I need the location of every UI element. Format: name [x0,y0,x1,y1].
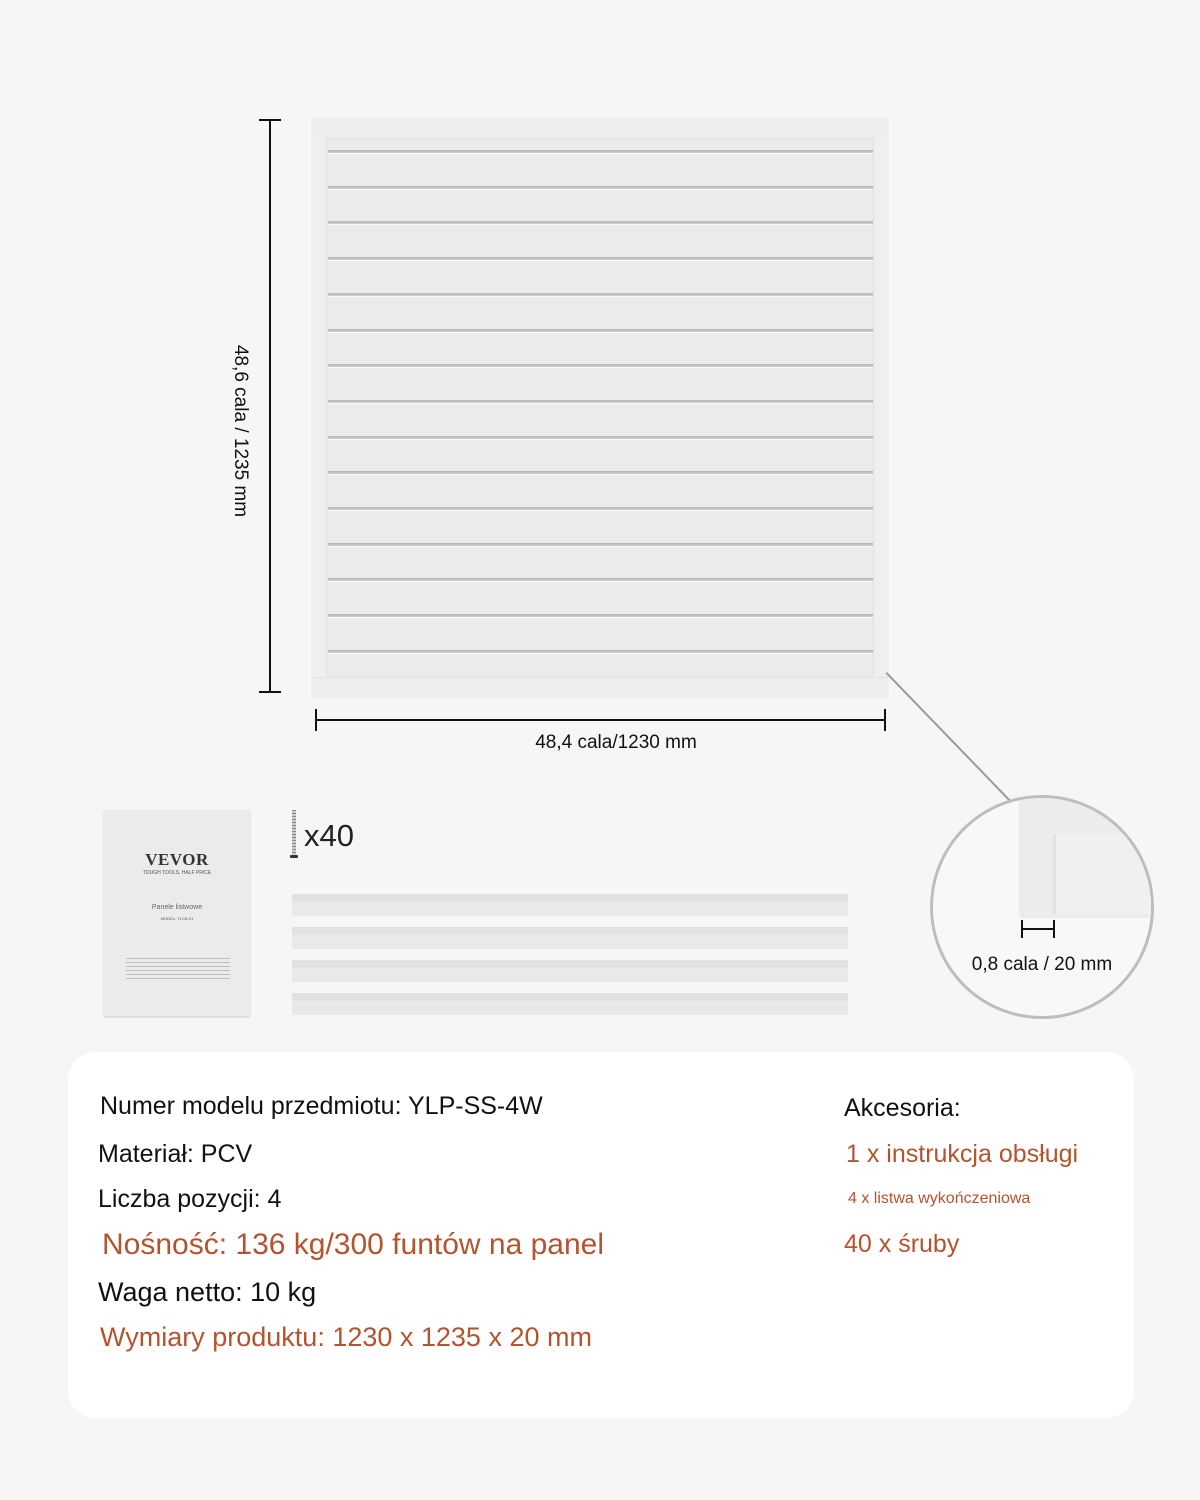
height-dimension-cap-top [259,119,281,121]
panel-slot [328,436,873,440]
trim-strip [292,927,848,949]
panel-slot [328,614,873,618]
spec-load-capacity: Nośność: 136 kg/300 funtów na panel [102,1228,605,1261]
manual-tagline: TOUGH TOOLS, HALF PRICE [142,870,212,876]
thickness-label: 0,8 cala / 20 mm [971,954,1113,975]
trim-strip [292,993,848,1015]
spec-material: Materiał: PCV [98,1140,253,1168]
panel-board [327,139,873,677]
accessory-item: 40 x śruby [844,1230,960,1258]
thickness-dimension-cap-right [1053,920,1055,938]
spec-dimensions: Wymiary produktu: 1230 x 1235 x 20 mm [100,1322,592,1352]
panel-corner-inset [1053,834,1154,914]
panel-left-rail [312,138,327,678]
width-dimension-cap-left [315,709,317,731]
manual-brand-logo: VEVOR [145,850,209,869]
instruction-manual-image [104,810,250,1016]
panel-slot [328,578,873,582]
panel-slot [328,329,873,333]
spec-model-number: Numer modelu przedmiotu: YLP-SS-4W [100,1092,543,1120]
manual-model: MODEL: YLCB-01 [160,916,194,921]
panel-slot [328,543,873,547]
manual-fine-print [126,958,230,982]
panel-top-rail [312,118,888,139]
panel-slot [328,364,873,368]
height-dimension-line [269,120,271,693]
spec-position-count: Liczba pozycji: 4 [98,1185,282,1213]
panel-slot [328,650,873,654]
height-dimension-cap-bottom [259,691,281,693]
accessory-item: 1 x instrukcja obsługi [846,1140,1079,1168]
height-label: 48,6 cala / 1235 mm [230,344,251,518]
panel-bottom-rail [312,677,888,698]
thickness-dimension-line [1021,928,1055,930]
panel-slot [328,150,873,154]
manual-title: Panele listwowe [151,904,203,911]
trim-strip [292,960,848,982]
thickness-detail-magnifier [930,795,1154,1019]
spec-net-weight: Waga netto: 10 kg [98,1277,317,1307]
slatwall-panel [312,118,888,698]
panel-slot [328,186,873,190]
panel-slot [328,400,873,404]
screw-head-icon [290,855,298,858]
panel-slot [328,221,873,225]
panel-slot [328,507,873,511]
trim-strip [292,894,848,916]
panel-slot [328,293,873,297]
width-dimension-cap-right [884,709,886,731]
width-dimension-line [316,719,886,721]
width-label: 48,4 cala/1230 mm [535,732,697,753]
accessory-item: 4 x listwa wykończeniowa [848,1190,1031,1207]
accessories-heading: Akcesoria: [844,1094,961,1122]
panel-slot [328,471,873,475]
screw-icon [292,810,296,858]
screw-count-label: x40 [304,818,354,853]
spec-card [68,1052,1134,1418]
panel-slot [328,257,873,261]
panel-right-rail [873,138,888,678]
thickness-dimension-cap-left [1021,920,1023,938]
